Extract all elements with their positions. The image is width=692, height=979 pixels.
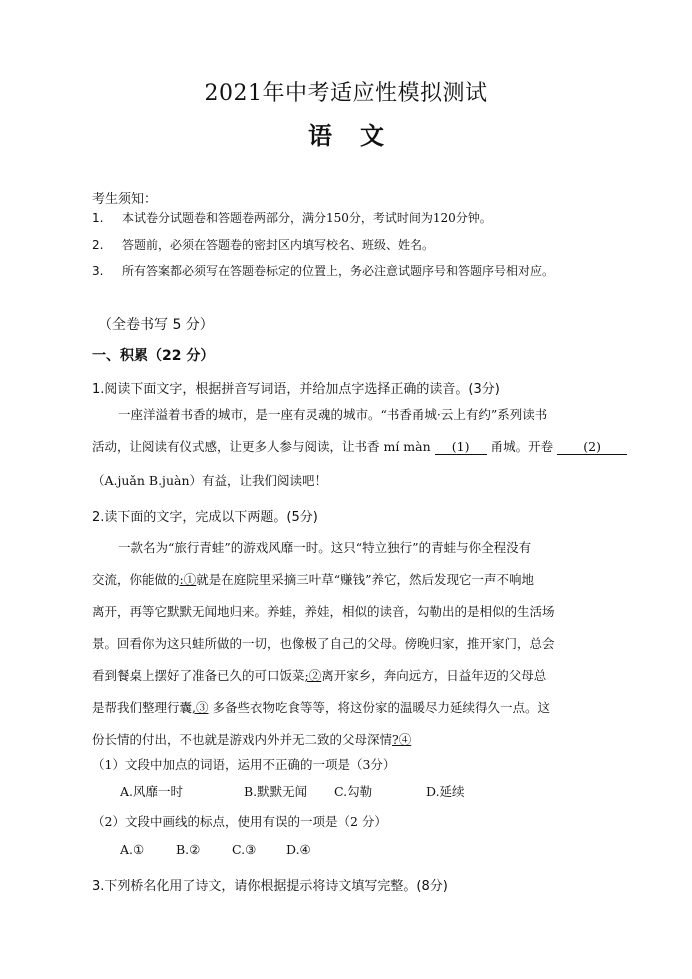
notice-item-text: 所有答案都必须写在答题卷标定的位置上，务必注意试题序号和答题序号相对应。 — [122, 264, 555, 278]
section-heading: 一、积累（22 分） — [92, 348, 215, 364]
passage-line — [92, 666, 546, 684]
sub-question-2-options — [120, 842, 311, 857]
question-3-stem: 3.下列桥名化用了诗文，请你根据提示将诗文填写完整。(8分) — [92, 879, 448, 894]
fill-blank-1[interactable]: (1) — [435, 439, 487, 455]
passage-text: 离开家乡，奔向远方，日益年迈的父母总 — [321, 668, 547, 683]
notice-item-text: 答题前，必须在答题卷的密封区内填写校名、班级、姓名。 — [122, 238, 435, 252]
exam-title: 2021年中考适应性模拟测试 — [204, 81, 488, 106]
passage-text: 是帮我们整理行囊 — [92, 700, 193, 715]
notice-item-number: 2. — [92, 238, 104, 252]
notice-item-text: 本试卷分试题卷和答题卷两部分，满分150分，考试时间为120分钟。 — [122, 211, 492, 225]
passage-text: 份长情的付出，不也就是游戏内外并无二致的父母深情 — [92, 732, 393, 747]
subject-title — [0, 116, 692, 151]
subject-char-2: 文 — [360, 121, 384, 150]
option-d[interactable]: D.延续 — [426, 784, 465, 799]
sub-question-1-options — [120, 782, 465, 800]
question-1-line-2 — [92, 437, 627, 455]
passage-text: 甬城。开卷 — [490, 439, 554, 454]
writing-score-note: （全卷书写 5 分） — [98, 317, 214, 333]
notice-item-number: 3. — [92, 264, 104, 278]
option-b[interactable]: B.② — [176, 842, 201, 857]
passage-line: 景。回看你为这只蛙所做的一切，也像极了自己的父母。傍晚归家，推开家门，总会 — [92, 636, 555, 651]
underlined-punctuation-3: ,③ — [192, 700, 209, 715]
passage-text: 多备些衣物吃食等等，将这份家的温暖尽力延续得久一点。这 — [208, 700, 550, 715]
sub-question-1: （1）文段中加点的词语，运用不正确的一项是（3分） — [92, 757, 396, 772]
option-a[interactable]: A.① — [120, 842, 145, 857]
notice-item — [92, 206, 612, 230]
option-c[interactable]: C.③ — [232, 842, 257, 857]
option-c[interactable]: C.勾勒 — [334, 784, 373, 799]
underlined-punctuation-4: ?④ — [392, 732, 412, 747]
question-2-stem: 2.读下面的文字，完成以下两题。(5分) — [92, 510, 318, 525]
question-1-passage — [92, 400, 627, 430]
option-b[interactable]: B.默默无闻 — [244, 784, 308, 799]
notice-item — [92, 233, 612, 257]
fill-blank-2[interactable]: (2) — [557, 439, 627, 455]
passage-text: 就是在庭院里采摘三叶草“赚钱”养它，然后发现它一声不响地 — [196, 572, 535, 587]
subject-char-1: 语 — [308, 121, 332, 150]
option-d[interactable]: D.④ — [286, 842, 311, 857]
passage-line: 一座洋溢着书香的城市，是一座有灵魂的城市。“书香甬城·云上有约”系列读书 — [118, 407, 548, 422]
underlined-punctuation-2: ;② — [304, 668, 322, 683]
sub-question-2: （2）文段中画线的标点，使用有误的一项是（2 分） — [92, 814, 387, 829]
underlined-punctuation-1: :① — [179, 572, 197, 587]
question-1-line-3: （A.juǎn B.juàn）有益，让我们阅读吧！ — [92, 473, 327, 488]
question-1-stem: 1.阅读下面文字，根据拼音写词语，并给加点字选择正确的读音。(3分) — [92, 382, 500, 397]
passage-line: 一款名为“旅行青蛙”的游戏风靡一时。这只“特立独行”的青蛙与你全程没有 — [118, 540, 532, 555]
notice-item — [92, 259, 612, 283]
passage-line — [92, 698, 550, 716]
passage-text: 活动，让阅读有仪式感，让更多人参与阅读，让书香 mí màn — [92, 439, 431, 454]
option-a[interactable]: A.风靡一时 — [120, 784, 184, 799]
notice-heading: 考生须知： — [92, 192, 158, 207]
passage-line — [92, 570, 534, 588]
notice-item-number: 1. — [92, 211, 104, 225]
passage-line: 离开，再等它默默无闻地归来。养蛙，养娃，相似的读音，勾勒出的是相似的生活场 — [92, 604, 555, 619]
passage-text: 看到餐桌上摆好了准备已久的可口饭菜 — [92, 668, 305, 683]
passage-line — [92, 730, 411, 748]
passage-text: 交流，你能做的 — [92, 572, 180, 587]
